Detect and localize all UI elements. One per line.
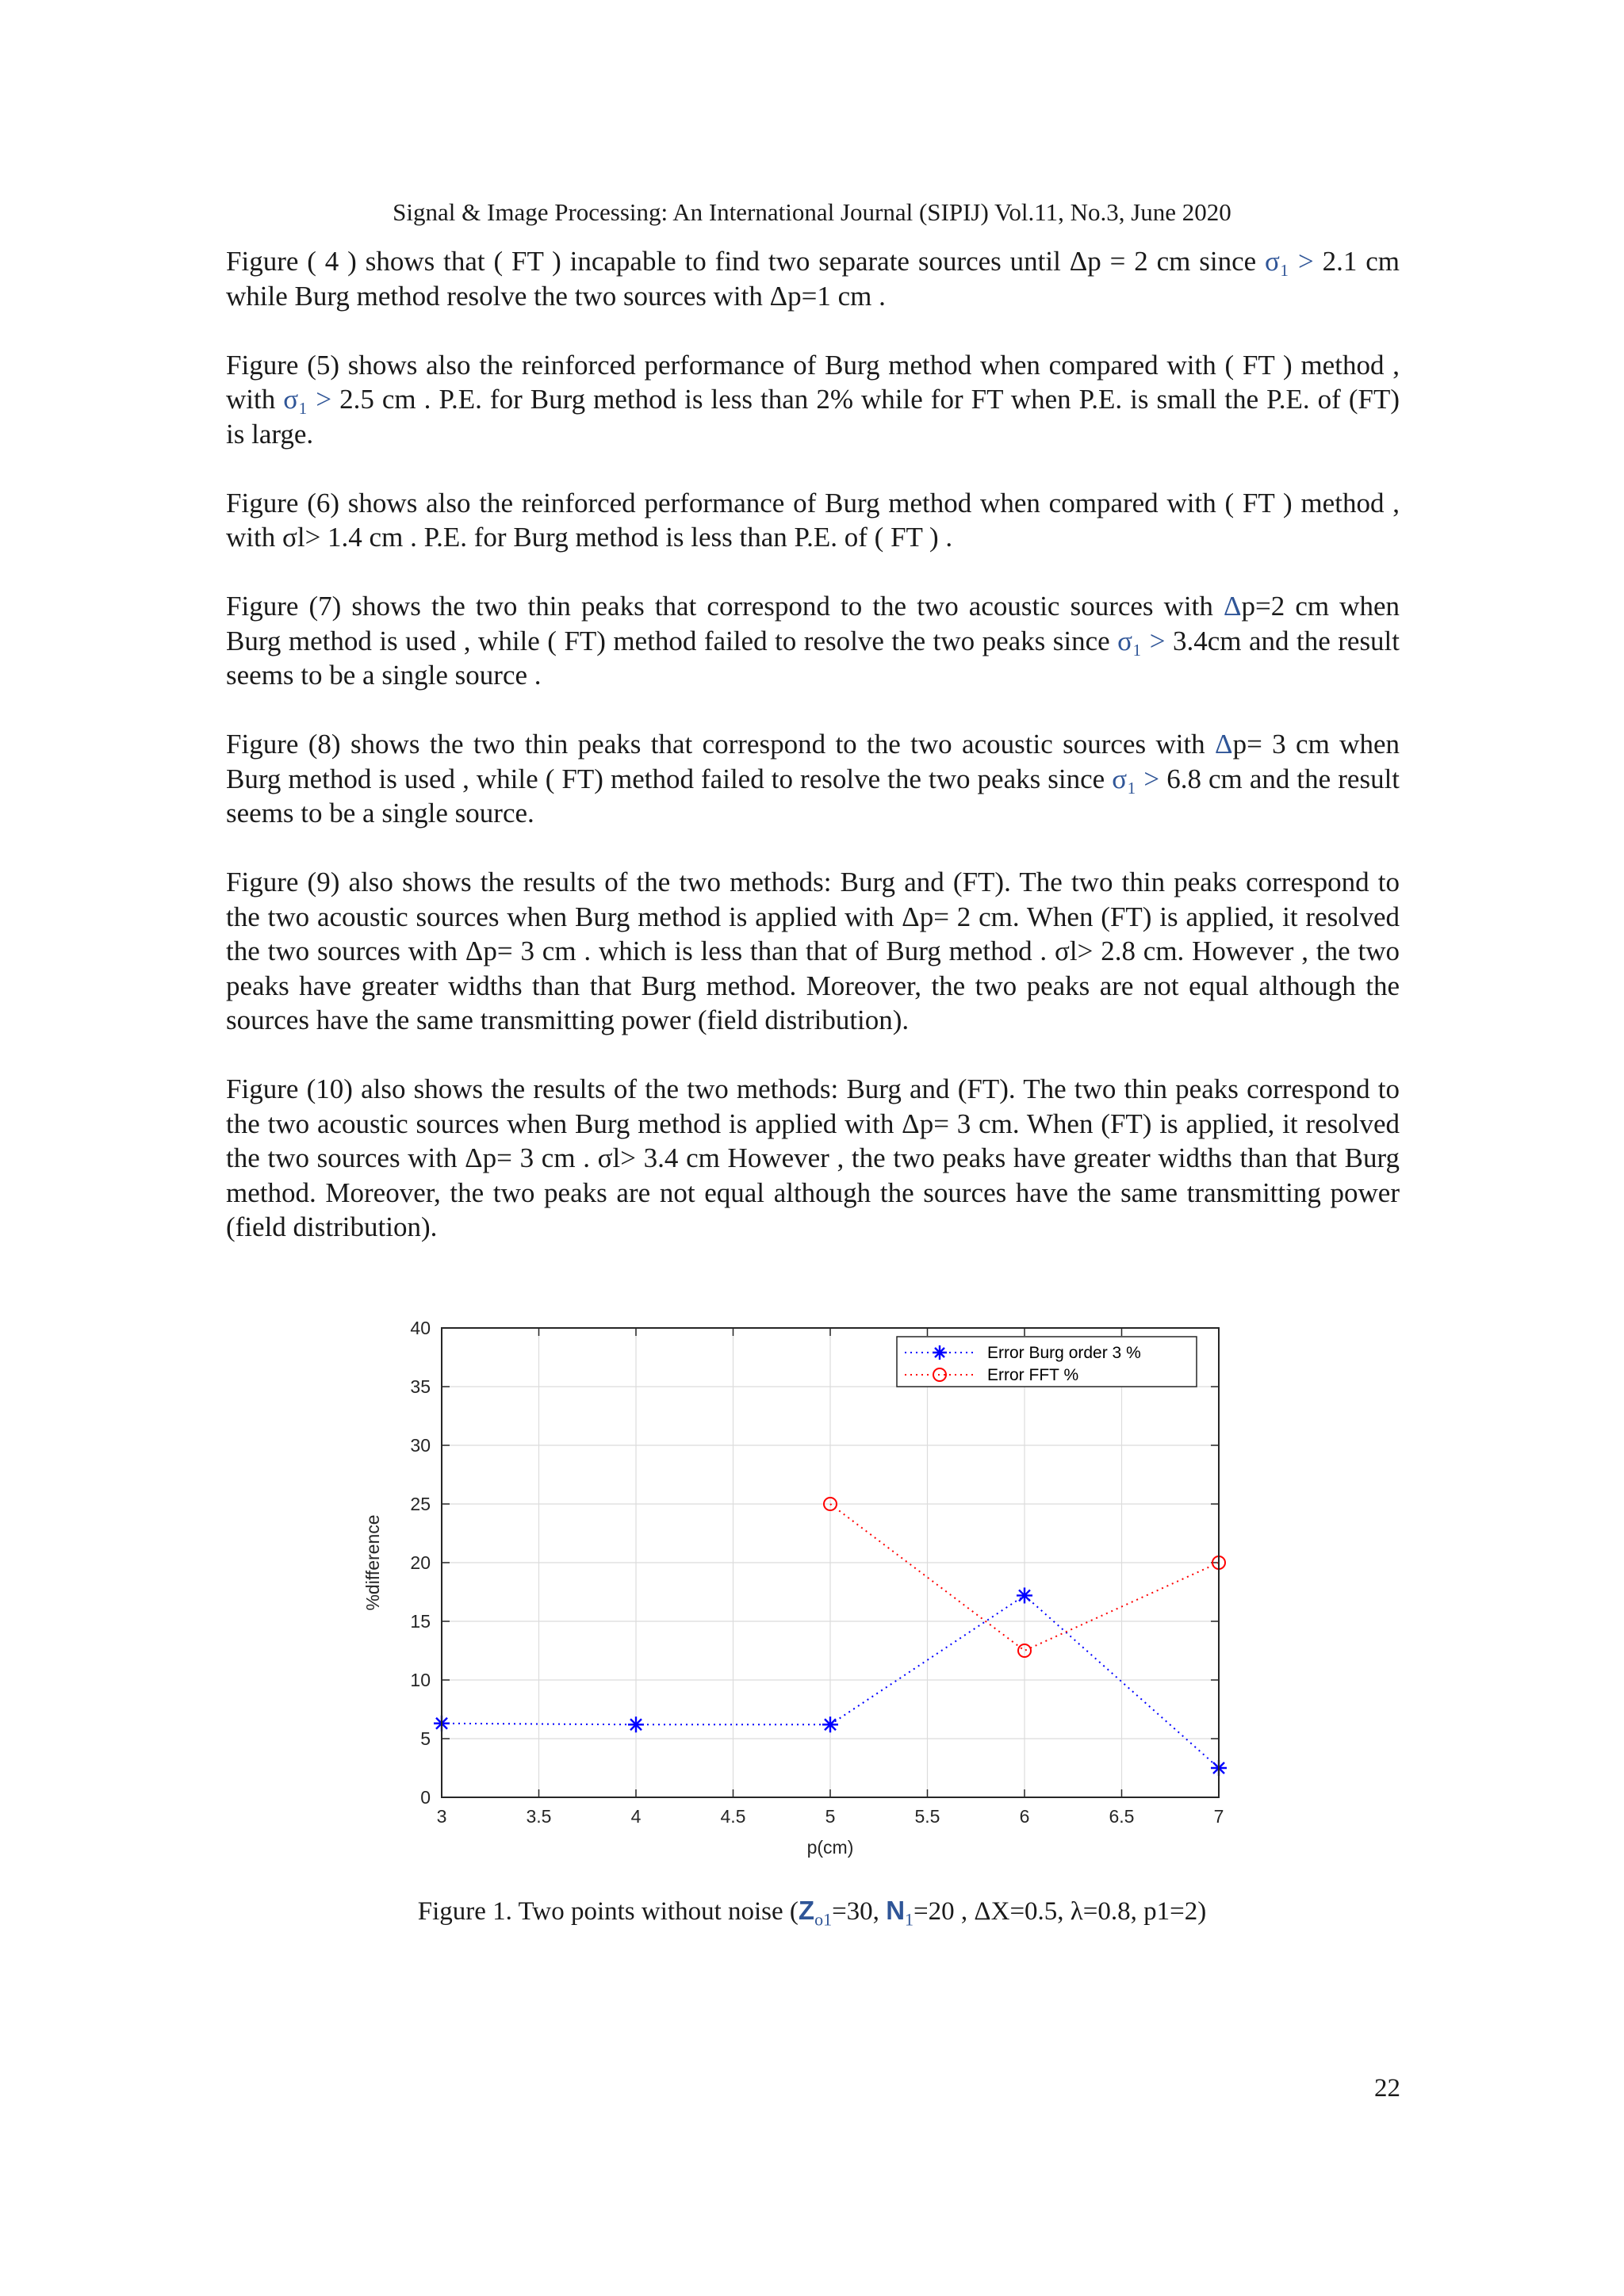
x-axis-label: p(cm): [806, 1837, 854, 1858]
y-tick-label: 5: [420, 1728, 431, 1749]
paragraph-6: Figure (9) also shows the results of the two methods: Burg and (FT). The two thin peaks correspond to the two acoustic sources when Burg method is applied with Δp= 2 cm. When (FT) is applied, it resolved the two sources with Δp= 3 cm . which is less than that of Burg method . σl> 2.8 cm. However , the two peaks have greater widths than that Burg method. Moreover, the two peaks are not equal although the sources have the same transmitting power (field distribution).: [226, 867, 1400, 1035]
paragraph-text: 6.8 cm and the result seems to be a single source.: [226, 763, 1400, 828]
y-tick-label: 40: [410, 1318, 431, 1338]
line-chart: [357, 1308, 1245, 1879]
y-axis-label: %difference: [362, 1514, 383, 1611]
paragraph-text: Figure (7) shows the two thin peaks that correspond to the two acoustic sources with: [226, 591, 1224, 622]
x-tick-label: 4: [630, 1806, 642, 1827]
paragraph-7: Figure (10) also shows the results of the two methods: Burg and (FT). The two thin peaks correspond to the two acoustic sources when Burg method is applied with Δp= 3 cm. When (FT) is applied, it resolved the two sources with Δp= 3 cm . σl> 3.4 cm However , the two peaks have greater widths than that Burg method. Moreover, the two peaks are not equal although the sources have the same transmitting power (field distribution).: [226, 1073, 1400, 1242]
paragraph-text: Figure (8) shows the two thin peaks that correspond to the two acoustic sources with: [226, 729, 1216, 760]
caption-text: Figure 1. Two points without noise (: [417, 1897, 799, 1926]
paragraph-4: [226, 589, 1400, 693]
y-tick-label: 0: [420, 1787, 431, 1808]
data-point-burg: [822, 1716, 838, 1732]
paragraph-text: Figure ( 4 ) shows that ( FT ) incapable to find two separate sources until Δp = 2 cm since: [226, 246, 1266, 277]
paragraph-2: [226, 348, 1400, 452]
x-tick-label: 5: [825, 1806, 836, 1827]
data-point-burg: [628, 1716, 644, 1732]
legend-label-fft: Error FFT %: [987, 1366, 1079, 1384]
paragraph-5: [226, 727, 1400, 831]
x-tick-label: 6.5: [1109, 1806, 1135, 1827]
caption-text: =30,: [832, 1897, 887, 1926]
data-point-burg: [1017, 1587, 1032, 1603]
y-tick-label: 10: [410, 1670, 431, 1690]
paragraph-text: 2.5 cm . P.E. for Burg method is less than 2% while for FT when P.E. is small the P.E. of (FT) is large.: [226, 384, 1400, 450]
sigma-symbol: σ₁ >: [1117, 625, 1166, 656]
caption-text: =20 , ΔX=0.5, λ=0.8, p1=2): [914, 1897, 1207, 1926]
n-symbol: N: [886, 1896, 906, 1925]
page-number: 22: [1374, 2074, 1400, 2103]
sigma-symbol: σ₁ >: [283, 384, 332, 415]
x-tick-label: 4.5: [720, 1806, 746, 1827]
paragraph-text: 3.4cm and the result seems to be a single source .: [226, 625, 1400, 691]
n-subscript: 1: [905, 1909, 914, 1930]
body-text: [226, 244, 1400, 1279]
figure-chart: [357, 1308, 1245, 1879]
paragraph-text: Figure (5) shows also the reinforced performance of Burg method when compared with ( FT ) method , with: [226, 349, 1400, 415]
chart-legend: [897, 1337, 1197, 1387]
delta-symbol: Δ: [1215, 729, 1233, 760]
y-tick-label: 30: [410, 1435, 431, 1456]
x-tick-label: 3.5: [526, 1806, 552, 1827]
y-tick-label: 15: [410, 1611, 431, 1632]
sigma-symbol: σ₁ >: [1265, 246, 1314, 277]
x-tick-label: 7: [1213, 1806, 1224, 1827]
y-tick-label: 35: [410, 1376, 431, 1397]
figure-caption: [0, 1894, 1624, 1937]
y-tick-label: 25: [410, 1494, 431, 1514]
y-tick-label: 20: [410, 1552, 431, 1573]
sigma-symbol: σ₁ >: [1112, 763, 1160, 794]
z-subscript: o1: [814, 1909, 833, 1930]
x-tick-label: 5.5: [914, 1806, 940, 1827]
running-header: Signal & Image Processing: An International Journal (SIPIJ) Vol.11, No.3, June 2020: [393, 198, 1231, 226]
paragraph-text: p=2 cm when Burg method is used , while ( FT) method failed to resolve the two peaks since: [226, 591, 1400, 656]
paragraph-1: [226, 244, 1400, 313]
x-tick-label: 6: [1019, 1806, 1030, 1827]
paragraph-text: p= 3 cm when Burg method is used , while ( FT) method failed to resolve the two peaks since: [226, 729, 1400, 794]
chart-ticks: [410, 1318, 1224, 1827]
paragraph-3: Figure (6) shows also the reinforced performance of Burg method when compared with ( FT ) method , with σl> 1.4 cm . P.E. for Burg method is less than P.E. of ( FT ) .: [226, 487, 1400, 553]
delta-symbol: Δ: [1223, 591, 1242, 622]
z-symbol: Z: [798, 1896, 815, 1925]
legend-label-burg: Error Burg order 3 %: [987, 1344, 1141, 1362]
paragraph-text: 2.1 cm while Burg method resolve the two sources with Δp=1 cm .: [226, 246, 1400, 312]
x-tick-label: 3: [436, 1806, 447, 1827]
